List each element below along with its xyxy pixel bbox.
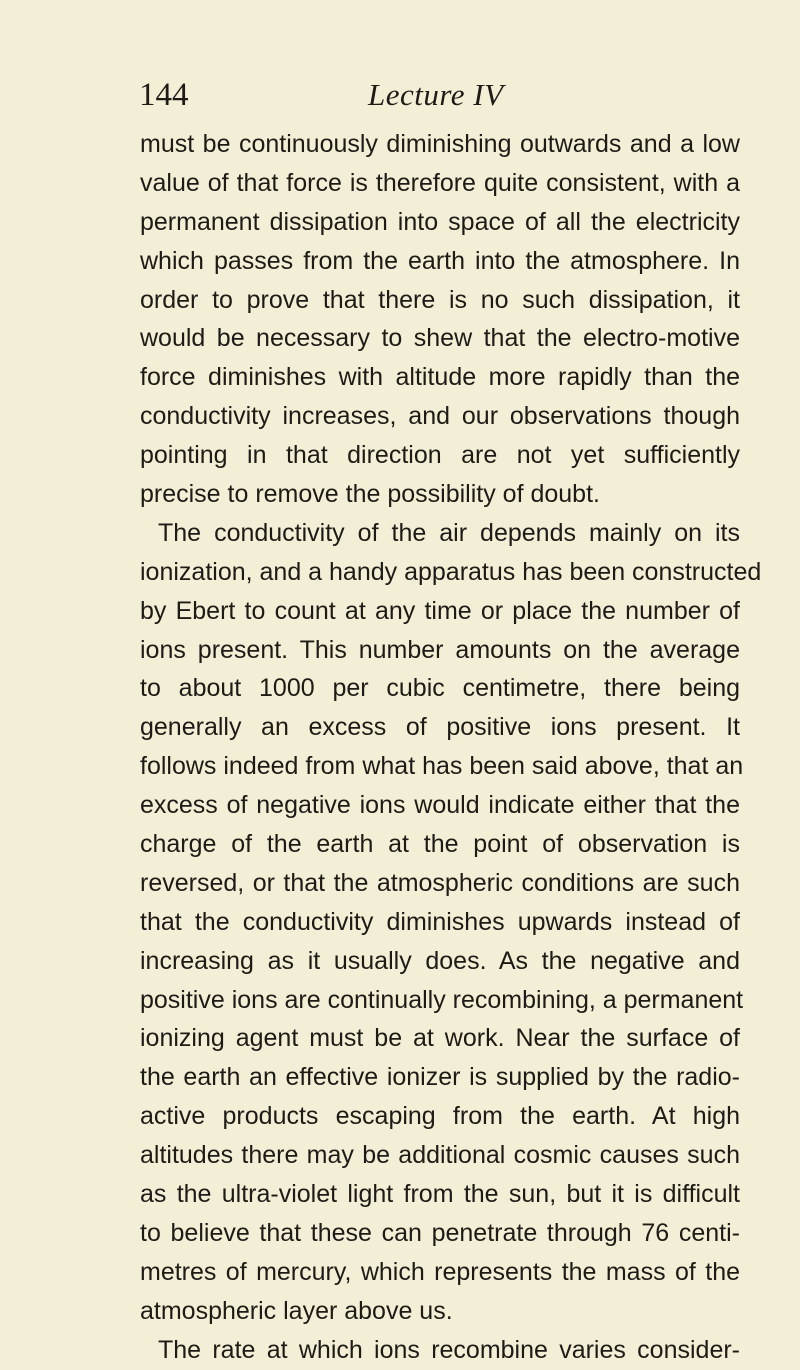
- text-line: which passes from the earth into the atmosphere. In: [140, 246, 740, 275]
- text-line: to about 1000 per cubic centimetre, there being: [140, 674, 740, 703]
- text-line: ionizing agent must be at work. Near the surface of: [140, 1024, 740, 1053]
- running-head: [139, 72, 739, 118]
- text-line: metres of mercury, which represents the mass of the: [140, 1257, 740, 1286]
- body-text: [140, 125, 762, 1370]
- text-line: altitudes there may be additional cosmic causes such: [140, 1141, 740, 1170]
- text-line: conductivity increases, and our observations though: [140, 402, 740, 431]
- paragraph-end-line: precise to remove the possibility of doubt.: [140, 480, 600, 509]
- text-line: charge of the earth at the point of observation is: [140, 830, 740, 859]
- text-line: generally an excess of positive ions present. It: [140, 713, 740, 742]
- text-line: must be continuously diminishing outwards and a low: [140, 130, 740, 158]
- text-line: to believe that these can penetrate through 76 centi-: [140, 1218, 740, 1247]
- text-line: as the ultra-violet light from the sun, but it is difficult: [140, 1180, 740, 1209]
- text-line: ionization, and a handy apparatus has been constructed: [140, 557, 762, 586]
- text-line: would be necessary to shew that the electro-motive: [140, 324, 740, 353]
- text-line: force diminishes with altitude more rapidly than the: [140, 363, 740, 392]
- paragraph-start-line: The rate at which ions recombine varies consider-: [158, 1335, 740, 1364]
- text-line: positive ions are continually recombining, a permanent: [140, 985, 744, 1014]
- paragraph-start-line: The conductivity of the air depends mainly on its: [158, 518, 740, 547]
- text-line: the earth an effective ionizer is supplied by the radio-: [140, 1063, 740, 1092]
- text-line: reversed, or that the atmospheric conditions are such: [140, 868, 740, 897]
- text-line: permanent dissipation into space of all the electricity: [140, 207, 740, 236]
- text-line: value of that force is therefore quite consistent, with a: [140, 168, 740, 197]
- text-line: pointing in that direction are not yet sufficiently: [140, 441, 740, 470]
- text-line: follows indeed from what has been said above, that an: [140, 752, 744, 781]
- paragraph-end-line: atmospheric layer above us.: [140, 1296, 453, 1325]
- text-line: excess of negative ions would indicate either that the: [140, 791, 740, 820]
- text-line: ions present. This number amounts on the average: [140, 635, 740, 664]
- text-line: by Ebert to count at any time or place the number of: [140, 596, 740, 625]
- text-line: active products escaping from the earth. At high: [140, 1102, 740, 1131]
- page-number: 144: [139, 77, 189, 113]
- text-line: that the conductivity diminishes upwards instead of: [140, 907, 740, 936]
- text-line: order to prove that there is no such dissipation, it: [140, 285, 740, 314]
- text-line: increasing as it usually does. As the negative and: [140, 946, 740, 975]
- running-title: Lecture IV: [368, 77, 504, 112]
